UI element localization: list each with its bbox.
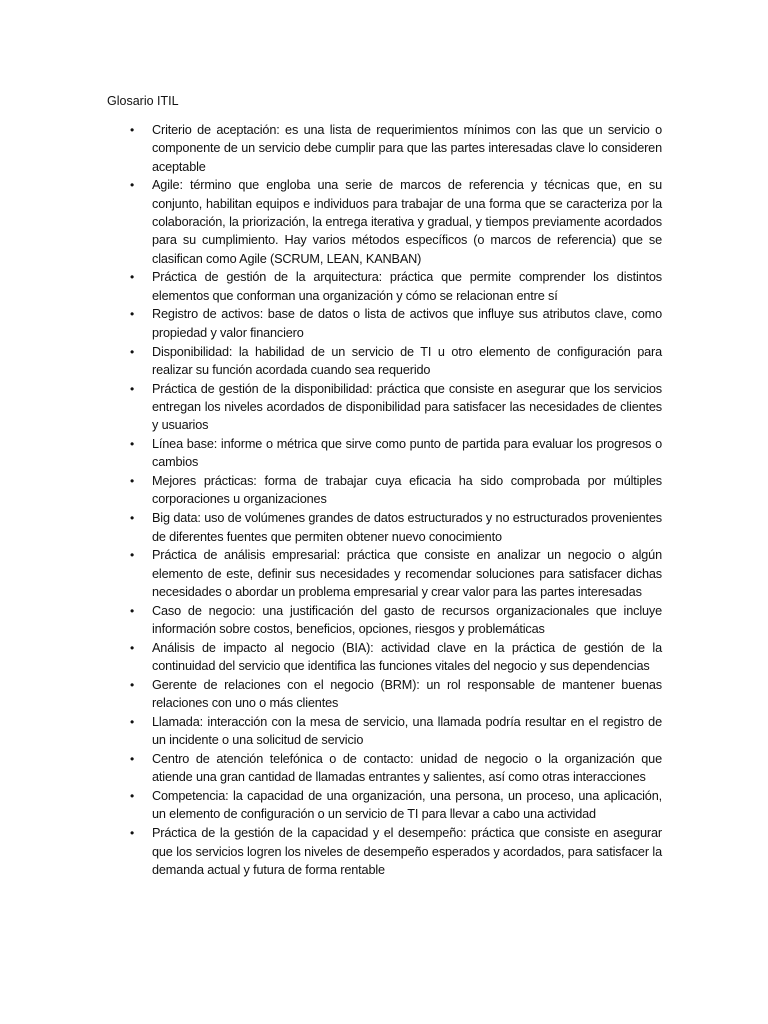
glossary-entry <box>127 343 662 380</box>
bullet-icon: • <box>130 344 135 359</box>
glossary-entry-text: Big data: uso de volúmenes grandes de datos estructurados y no estructurados provenientes de diferentes fuentes que permiten obtener nuevo conocimiento <box>152 511 662 544</box>
glossary-entry-text: Gerente de relaciones con el negocio (BRM): un rol responsable de mantener buenas relaciones con uno o más clientes <box>152 677 662 711</box>
glossary-list <box>127 121 662 880</box>
glossary-entry-text: Disponibilidad: la habilidad de un servicio de TI u otro elemento de configuración para realizar su función acordada cuando sea requerido <box>152 344 662 377</box>
glossary-entry <box>127 121 662 176</box>
glossary-entry-text: Caso de negocio: una justificación del gasto de recursos organizacionales que incluye información sobre costos, beneficios, opciones, riesgos y problemáticas <box>152 603 662 637</box>
bullet-icon: • <box>130 826 135 841</box>
glossary-entry-text: Mejores prácticas: forma de trabajar cuya eficacia ha sido comprobada por múltiples corporaciones u organizaciones <box>152 474 662 507</box>
glossary-entry-text: Competencia: la capacidad de una organización, una persona, un proceso, una aplicación, un elemento de configuración o un servicio de TI para llevar a cabo una actividad <box>152 789 662 822</box>
glossary-entry-text: Práctica de gestión de la disponibilidad: práctica que consiste en asegurar que los servicios entregan los niveles acordados de disponibilidad para satisfacer las necesidades de clientes y usuarios <box>152 381 662 433</box>
bullet-icon: • <box>130 270 135 285</box>
glossary-entry <box>127 602 662 639</box>
bullet-icon: • <box>130 307 135 322</box>
glossary-entry <box>127 787 662 824</box>
glossary-entry <box>127 546 662 601</box>
bullet-icon: • <box>130 381 135 396</box>
glossary-entry <box>127 176 662 267</box>
bullet-icon: • <box>130 178 135 193</box>
glossary-entry-text: Criterio de aceptación: es una lista de requerimientos mínimos con las que un servicio o componente de un servicio debe cumplir para que las partes interesadas clave lo consideren aceptable <box>152 123 662 174</box>
glossary-entry <box>127 750 662 787</box>
bullet-icon: • <box>130 603 135 618</box>
glossary-entry <box>127 305 662 342</box>
glossary-entry <box>127 824 662 879</box>
glossary-entry <box>127 268 662 305</box>
bullet-icon: • <box>130 511 135 526</box>
bullet-icon: • <box>130 640 135 655</box>
glossary-entry-text: Práctica de la gestión de la capacidad y el desempeño: práctica que consiste en asegurar que los servicios logren los niveles de desempeño esperados y acordados, para satisfacer la demanda actual y futura de forma rentable <box>152 826 662 877</box>
bullet-icon: • <box>130 789 135 804</box>
glossary-entry <box>127 435 662 472</box>
glossary-entry <box>127 713 662 750</box>
document-title: Glosario ITIL <box>107 94 179 108</box>
glossary-entry-text: Agile: término que engloba una serie de marcos de referencia y técnicas que, en su conjunto, habilitan equipos e individuos para trabajar de una forma que se caracteriza por la colaboración, la priorización, la entrega iterativa y gradual, y tiempos previamente acordados para su cumplimiento. Hay varios métodos específicos (o marcos de referencia) que se clasifican como Agile (SCRUM, LEAN, KANBAN) <box>152 178 662 266</box>
glossary-entry-text: Análisis de impacto al negocio (BIA): actividad clave en la práctica de gestión de la continuidad del servicio que identifica las funciones vitales del negocio y sus dependencias <box>152 640 662 674</box>
glossary-entry-text: Registro de activos: base de datos o lista de activos que influye sus atributos clave, como propiedad y valor financiero <box>152 307 662 340</box>
bullet-icon: • <box>130 437 135 452</box>
bullet-icon: • <box>130 474 135 489</box>
glossary-entry-text: Práctica de gestión de la arquitectura: práctica que permite comprender los distintos elementos que conforman una organización y cómo se relacionan entre sí <box>152 270 662 303</box>
glossary-entry <box>127 676 662 713</box>
glossary-entry <box>127 639 662 676</box>
glossary-entry-text: Práctica de análisis empresarial: práctica que consiste en analizar un negocio o algún elemento de este, definir sus necesidades y recomendar soluciones para satisfacer dichas necesidades o abordar un problema empresarial y crear valor para las partes interesadas <box>152 548 662 599</box>
glossary-entry <box>127 509 662 546</box>
glossary-entry-text: Llamada: interacción con la mesa de servicio, una llamada podría resultar en el registro de un incidente o una solicitud de servicio <box>152 715 662 748</box>
bullet-icon: • <box>130 677 135 692</box>
bullet-icon: • <box>130 123 135 137</box>
glossary-entry <box>127 472 662 509</box>
bullet-icon: • <box>130 548 135 563</box>
bullet-icon: • <box>130 715 135 729</box>
glossary-entry-text: Centro de atención telefónica o de contacto: unidad de negocio o la organización que atiende una gran cantidad de llamadas entrantes y salientes, así como otras interacciones <box>152 752 662 785</box>
glossary-entry-text: Línea base: informe o métrica que sirve como punto de partida para evaluar los progresos o cambios <box>152 437 662 470</box>
bullet-icon: • <box>130 752 135 767</box>
glossary-entry <box>127 380 662 435</box>
